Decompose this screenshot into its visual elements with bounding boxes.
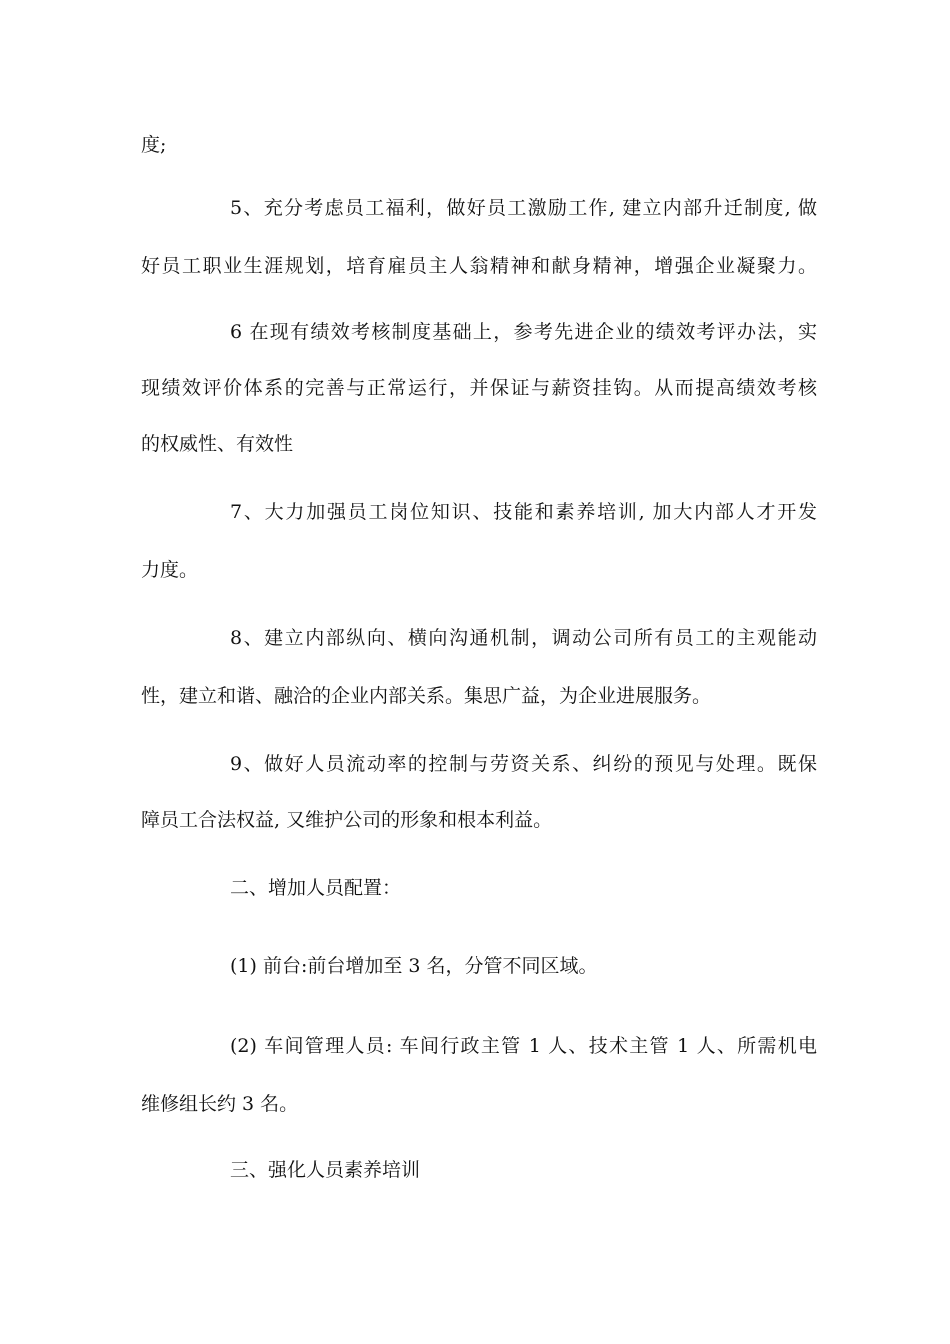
text-line: 障员工合法权益, 又维护公司的形象和根本利益。 xyxy=(141,809,553,831)
text-line: 度; xyxy=(141,134,167,156)
text-line: 9、做好人员流动率的控制与劳资关系、纠纷的预见与处理。既保 xyxy=(230,753,817,775)
text-line: 现绩效评价体系的完善与正常运行，并保证与薪资挂钩。从而提高绩效考核 xyxy=(141,377,817,399)
section-heading: 三、强化人员素养培训 xyxy=(230,1159,421,1181)
text-line: 性，建立和谐、融洽的企业内部关系。集思广益，为企业进展服务。 xyxy=(141,685,712,707)
text-line: 7、大力加强员工岗位知识、技能和素养培训, 加大内部人才开发 xyxy=(230,501,817,523)
text-line: 6 在现有绩效考核制度基础上，参考先进企业的绩效考评办法，实 xyxy=(230,321,817,343)
text-line: 力度。 xyxy=(141,559,199,581)
text-line: 好员工职业生涯规划，培育雇员主人翁精神和献身精神，增强企业凝聚力。 xyxy=(141,255,817,277)
text-line: 的权威性、有效性 xyxy=(141,433,294,455)
text-line: (1) 前台:前台增加至 3 名，分管不同区域。 xyxy=(230,955,598,977)
text-line: (2) 车间管理人员: 车间行政主管 1 人、技术主管 1 人、所需机电 xyxy=(230,1035,817,1057)
text-line: 8、建立内部纵向、横向沟通机制，调动公司所有员工的主观能动 xyxy=(230,627,817,649)
section-heading: 二、增加人员配置： xyxy=(230,877,402,899)
text-line: 维修组长约 3 名。 xyxy=(141,1093,299,1115)
text-line: 5、充分考虑员工福利，做好员工激励工作, 建立内部升迁制度, 做 xyxy=(230,197,817,219)
